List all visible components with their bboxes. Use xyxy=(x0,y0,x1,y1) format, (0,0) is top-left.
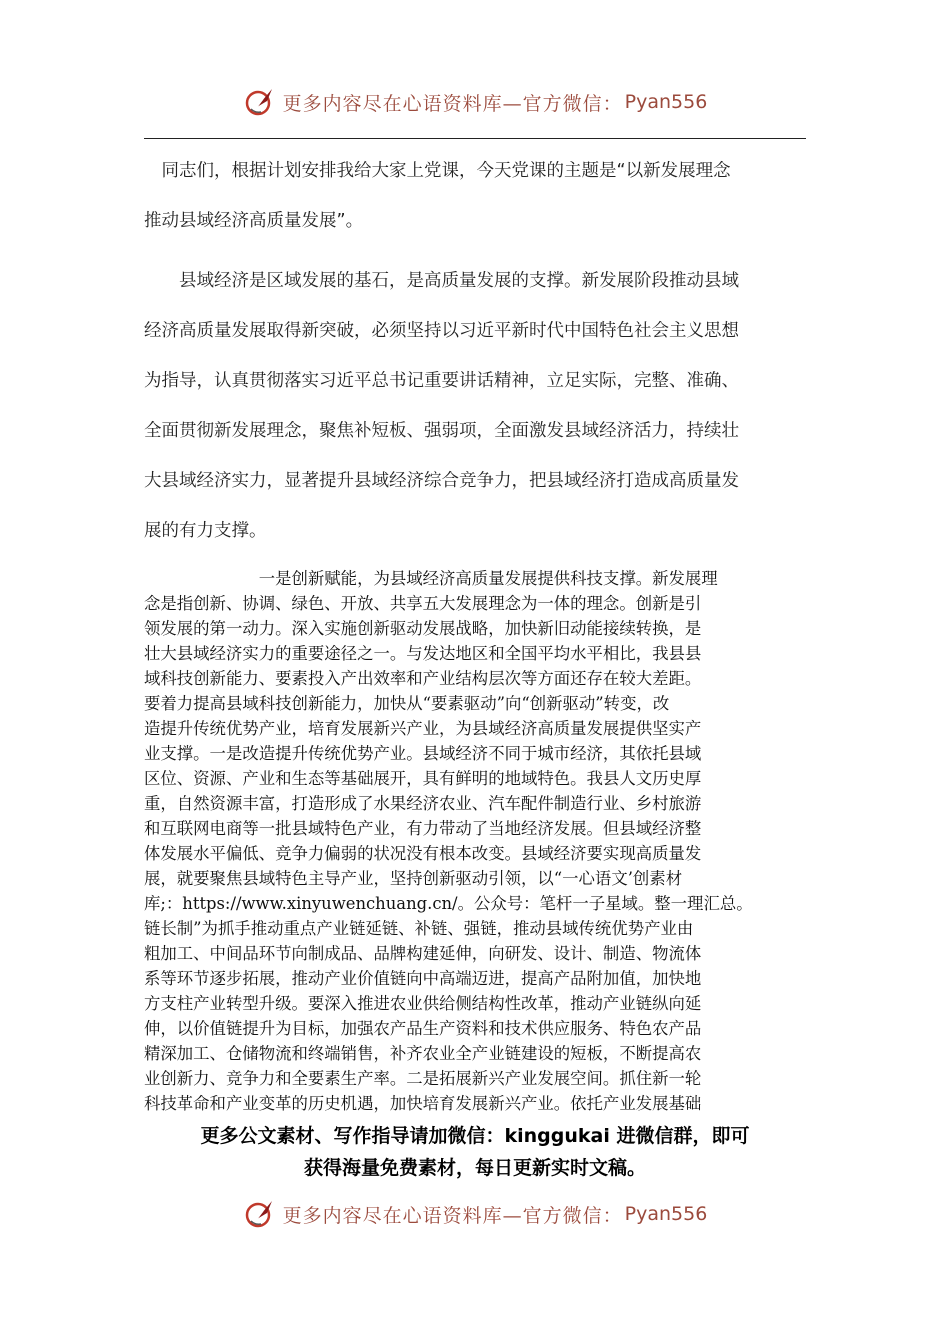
text-line: 链长制”为抓手推动重点产业链延链、补链、强链，推动县域传统优势产业由 xyxy=(144,919,694,938)
intro-paragraph xyxy=(144,146,806,246)
text-line: 和互联网电商等一批县域特色产业，有力带动了当地经济发展。但县域经济整 xyxy=(144,819,702,838)
text-line: 为指导，认真贯彻落实习近平总书记重要讲话精神，立足实际，完整、准确、 xyxy=(144,371,739,391)
text-line: 业创新力、竞争力和全要素生产率。二是拓展新兴产业发展空间。抓住新一轮 xyxy=(144,1069,702,1088)
footer-banner-text: 更多内容尽在心语资料库—官方微信： xyxy=(282,1204,623,1227)
text-line: 大县域经济实力，显著提升县域经济综合竞争力，把县域经济打造成高质量发 xyxy=(144,471,739,491)
text-line: 业支撑。一是改造提升传统优势产业。县域经济不同于城市经济，其依托县域 xyxy=(144,744,702,763)
text-line: 要着力提高县域科技创新能力，加快从“要素驱动”向“创新驱动”转变，改 xyxy=(144,694,670,713)
text-line: 展的有力支撑。 xyxy=(144,521,267,541)
quill-logo-icon xyxy=(243,1197,277,1231)
text-line: 系等环节逐步拓展，推动产业价值链向中高端迈进，提高产品附加值，加快地 xyxy=(144,969,702,988)
text-line: 库;：https://www.xinyuwenchuang.cn/。公众号：笔杆一子星域。整一理汇总。 xyxy=(144,894,753,913)
header-banner-text: 更多内容尽在心语资料库—官方微信： xyxy=(282,92,623,115)
text-line: 全面贯彻新发展理念，聚焦补短板、强弱项，全面激发县域经济活力，持续壮 xyxy=(144,421,739,441)
text-line: 科技革命和产业变革的历史机遇，加快培育发展新兴产业。依托产业发展基础 xyxy=(144,1094,702,1113)
text-line: 造提升传统优势产业，培育发展新兴产业，为县域经济高质量发展提供坚实产 xyxy=(144,719,702,738)
footer-wechat-id: Pyan556 xyxy=(624,1203,708,1225)
header-wechat-id: Pyan556 xyxy=(624,91,708,113)
body-paragraph xyxy=(144,566,808,1116)
text-line: 同志们，根据计划安排我给大家上党课，今天党课的主题是“以新发展理念 xyxy=(144,161,731,181)
text-line: 推动县域经济高质量发展”。 xyxy=(144,211,364,231)
header-divider xyxy=(144,138,806,139)
text-line: 粗加工、中间品环节向制成品、品牌构建延伸，向研发、设计、制造、物流体 xyxy=(144,944,702,963)
lead-paragraph xyxy=(144,256,806,556)
quill-logo-icon xyxy=(243,85,277,119)
footer-banner xyxy=(0,1196,950,1232)
text-line: 重，自然资源丰富，打造形成了水果经济农业、汽车配件制造行业、乡村旅游 xyxy=(144,794,702,813)
promo-line-2: 获得海量免费素材，每日更新实时文稿。 xyxy=(303,1157,646,1179)
text-line: 方支柱产业转型升级。要深入推进农业供给侧结构性改革，推动产业链纵向延 xyxy=(144,994,702,1013)
text-line: 伸，以价值链提升为目标，加强农产品生产资料和技术供应服务、特色农产品 xyxy=(144,1019,702,1038)
text-line: 域科技创新能力、要素投入产出效率和产业结构层次等方面还存在较大差距。 xyxy=(144,669,702,688)
promo-notice xyxy=(100,1120,850,1184)
text-line: 念是指创新、协调、绿色、开放、共享五大发展理念为一体的理念。创新是引 xyxy=(144,594,702,613)
text-line: 经济高质量发展取得新突破，必须坚持以习近平新时代中国特色社会主义思想 xyxy=(144,321,739,341)
text-line: 展，就要聚焦县域特色主导产业，坚持创新驱动引领，以“一心语文’创素材 xyxy=(144,869,683,888)
promo-line-1: 更多公文素材、写作指导请加微信：kinggukai 进微信群，即可 xyxy=(200,1125,750,1147)
text-line: 一是创新赋能，为县域经济高质量发展提供科技支撑。新发展理 xyxy=(144,569,718,588)
text-line: 壮大县域经济实力的重要途径之一。与发达地区和全国平均水平相比，我县县 xyxy=(144,644,702,663)
text-line: 区位、资源、产业和生态等基础展开，具有鲜明的地域特色。我县人文历史厚 xyxy=(144,769,702,788)
text-line: 领发展的第一动力。深入实施创新驱动发展战略，加快新旧动能接续转换，是 xyxy=(144,619,702,638)
text-line: 县域经济是区域发展的基石，是高质量发展的支撑。新发展阶段推动县域 xyxy=(144,271,739,291)
header-banner xyxy=(0,84,950,120)
text-line: 精深加工、仓储物流和终端销售，补齐农业全产业链建设的短板，不断提高农 xyxy=(144,1044,702,1063)
text-line: 体发展水平偏低、竞争力偏弱的状况没有根本改变。县域经济要实现高质量发 xyxy=(144,844,702,863)
